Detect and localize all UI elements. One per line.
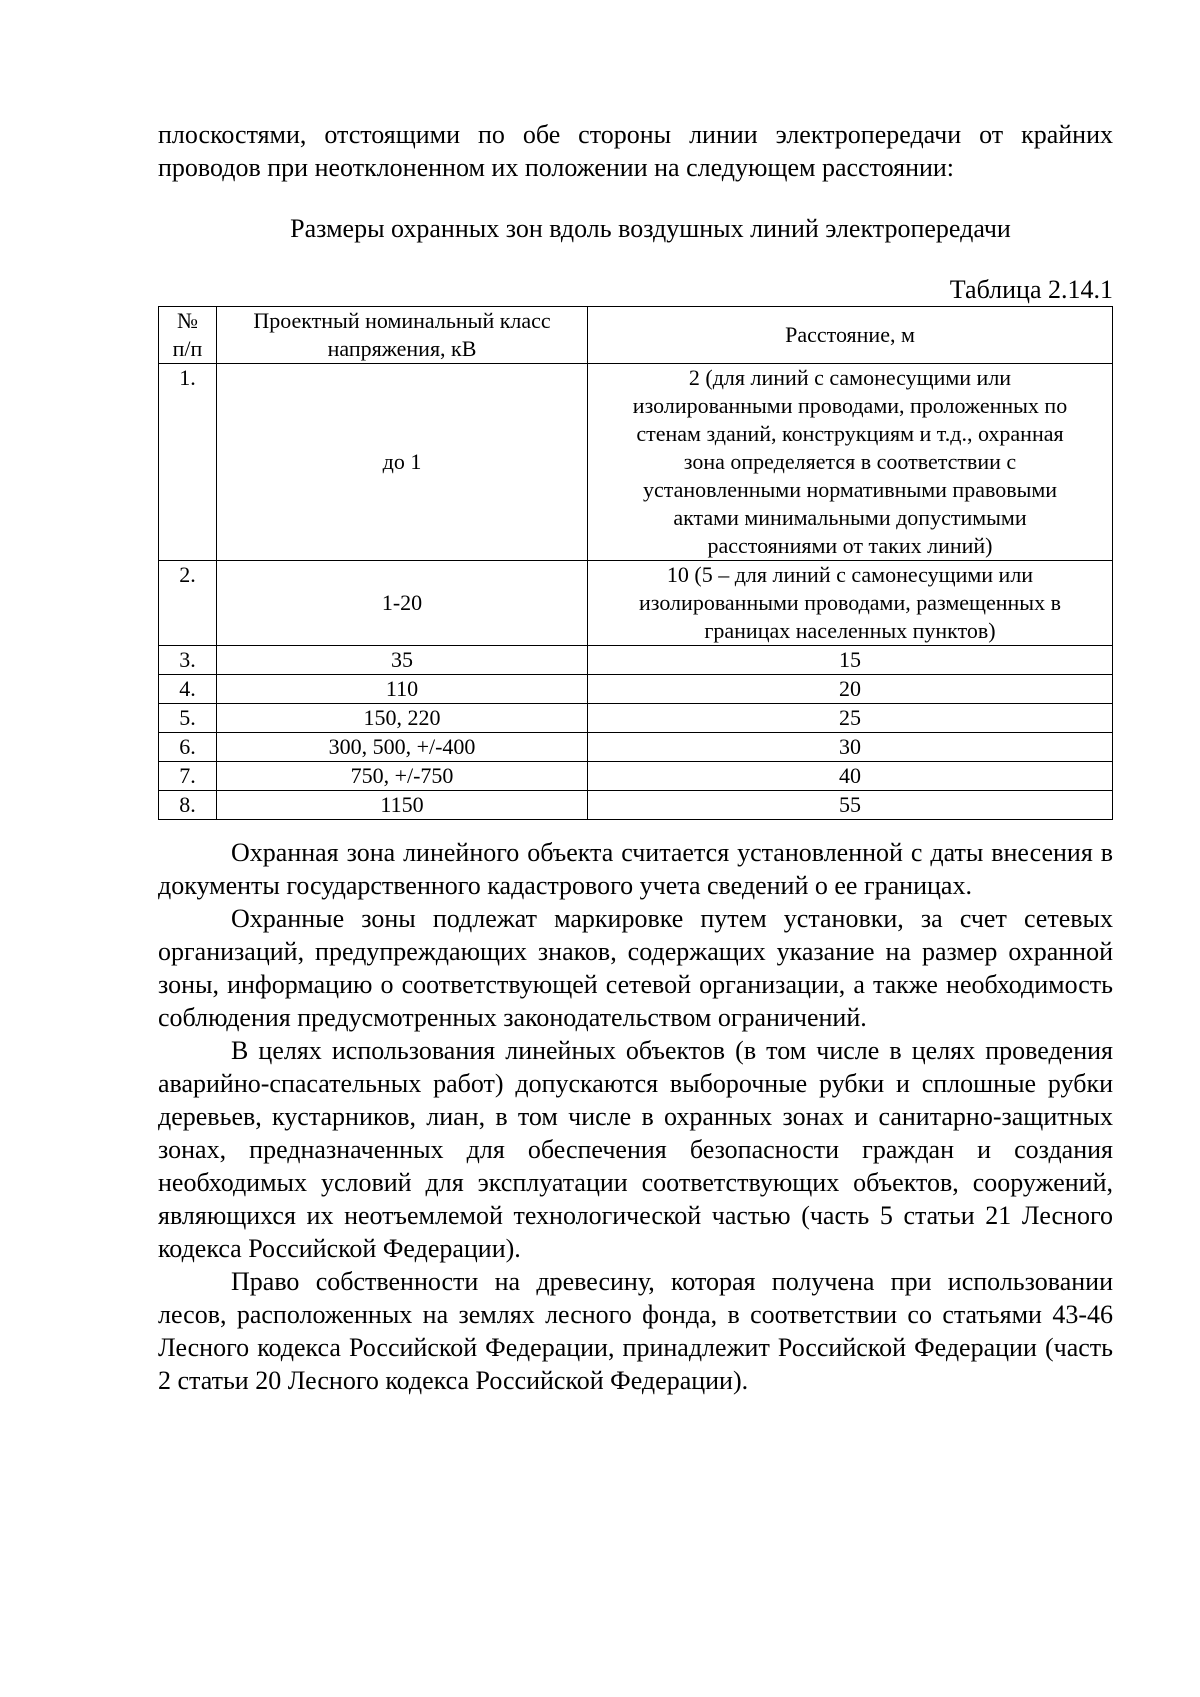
body-paragraph: Охранные зоны подлежат маркировке путем установки, за счет сетевых организаций, предупреждающих знаков, содержащих указание на размер охранной зоны, информацию о соответствующей сетевой организации, а также необходимость соблюдения предусмотренных законодательством ограничений. bbox=[158, 904, 1113, 1032]
distance-line: границах населенных пунктов) bbox=[704, 618, 996, 643]
row-number-cell: 4. bbox=[159, 675, 217, 704]
intro-paragraph: плоскостями, отстоящими по обе стороны линии электропередачи от крайних проводов при неотклоненном их положении на следующем расстоянии: bbox=[158, 120, 1113, 182]
voltage-class-cell: 35 bbox=[217, 646, 588, 675]
distance-line: зона определяется в соответствии с bbox=[683, 449, 1017, 474]
body-paragraph: Охранная зона линейного объекта считается установленной с даты внесения в документы государственного кадастрового учета сведений о ее границах. bbox=[158, 838, 1113, 900]
voltage-class-cell: 1-20 bbox=[217, 561, 588, 646]
distance-line: стенам зданий, конструкциям и т.д., охранная bbox=[636, 421, 1064, 446]
voltage-class-cell: 110 bbox=[217, 675, 588, 704]
table-row bbox=[159, 733, 1113, 762]
distance-line: актами минимальными допустимыми bbox=[673, 505, 1027, 530]
table-caption: Размеры охранных зон вдоль воздушных линий электропередачи bbox=[290, 214, 1011, 243]
distance-line: изолированными проводами, размещенных в bbox=[639, 590, 1061, 615]
body-paragraphs bbox=[158, 836, 1113, 1397]
header-number-line2: п/п bbox=[172, 336, 203, 361]
header-number bbox=[159, 307, 217, 364]
distance-cell bbox=[588, 791, 1113, 820]
table-row bbox=[159, 675, 1113, 704]
row-number-cell: 8. bbox=[159, 791, 217, 820]
voltage-class-cell: 750, +/-750 bbox=[217, 762, 588, 791]
table-header-row bbox=[159, 307, 1113, 364]
header-voltage-line1: Проектный номинальный класс bbox=[253, 308, 551, 333]
table-row bbox=[159, 646, 1113, 675]
body-paragraph: В целях использования линейных объектов (в том числе в целях проведения аварийно-спасательных работ) допускаются выборочные рубки и сплошные рубки деревьев, кустарников, лиан, в том числе в охранных зонах и санитарно-защитных зонах, предназначенных для обеспечения безопасности граждан и создания необходимых условий для эксплуатации соответствующих объектов, сооружений, являющихся их неотъемлемой технологической частью (часть 5 статьи 21 Лесного кодекса Российской Федерации). bbox=[158, 1036, 1113, 1263]
voltage-class-cell: 1150 bbox=[217, 791, 588, 820]
page-content bbox=[158, 118, 1113, 1397]
distance-cell bbox=[588, 646, 1113, 675]
distance-line: 25 bbox=[839, 705, 861, 730]
row-number-cell: 5. bbox=[159, 704, 217, 733]
table-row bbox=[159, 791, 1113, 820]
row-number-cell: 6. bbox=[159, 733, 217, 762]
table-row bbox=[159, 762, 1113, 791]
distance-line: 2 (для линий с самонесущими или bbox=[688, 365, 1012, 390]
row-number-cell: 3. bbox=[159, 646, 217, 675]
table-label: Таблица 2.14.1 bbox=[949, 275, 1113, 304]
distance-line: расстояниями от таких линий) bbox=[707, 533, 993, 558]
voltage-class-cell: до 1 bbox=[217, 364, 588, 561]
distance-line: 40 bbox=[839, 763, 861, 788]
distance-cell bbox=[588, 561, 1113, 646]
distance-cell bbox=[588, 704, 1113, 733]
distance-cell bbox=[588, 675, 1113, 704]
table-row bbox=[159, 364, 1113, 561]
protection-zones-table bbox=[158, 306, 1113, 820]
row-number-cell: 1. bbox=[159, 364, 217, 561]
body-paragraph: Право собственности на древесину, которая получена при использовании лесов, расположенных на землях лесного фонда, в соответствии со статьями 43-46 Лесного кодекса Российской Федерации, принадлежит Российской Федерации (часть 2 статьи 20 Лесного кодекса Российской Федерации). bbox=[158, 1267, 1113, 1395]
distance-line: изолированными проводами, проложенных по bbox=[632, 393, 1068, 418]
table-body bbox=[159, 364, 1113, 820]
distance-cell bbox=[588, 762, 1113, 791]
header-voltage-line2: напряжения, кВ bbox=[327, 336, 477, 361]
header-distance: Расстояние, м bbox=[588, 307, 1113, 364]
distance-line: 55 bbox=[839, 792, 861, 817]
distance-cell bbox=[588, 364, 1113, 561]
header-number-line1: № bbox=[177, 308, 198, 333]
voltage-class-cell: 150, 220 bbox=[217, 704, 588, 733]
row-number-cell: 2. bbox=[159, 561, 217, 646]
table-row bbox=[159, 561, 1113, 646]
table-row bbox=[159, 704, 1113, 733]
row-number-cell: 7. bbox=[159, 762, 217, 791]
distance-cell bbox=[588, 733, 1113, 762]
distance-line: установленными нормативными правовыми bbox=[642, 477, 1058, 502]
voltage-class-cell: 300, 500, +/-400 bbox=[217, 733, 588, 762]
header-voltage-class bbox=[217, 307, 588, 364]
distance-line: 15 bbox=[839, 647, 861, 672]
distance-line: 30 bbox=[839, 734, 861, 759]
distance-line: 10 (5 – для линий с самонесущими или bbox=[666, 562, 1034, 587]
distance-line: 20 bbox=[839, 676, 861, 701]
